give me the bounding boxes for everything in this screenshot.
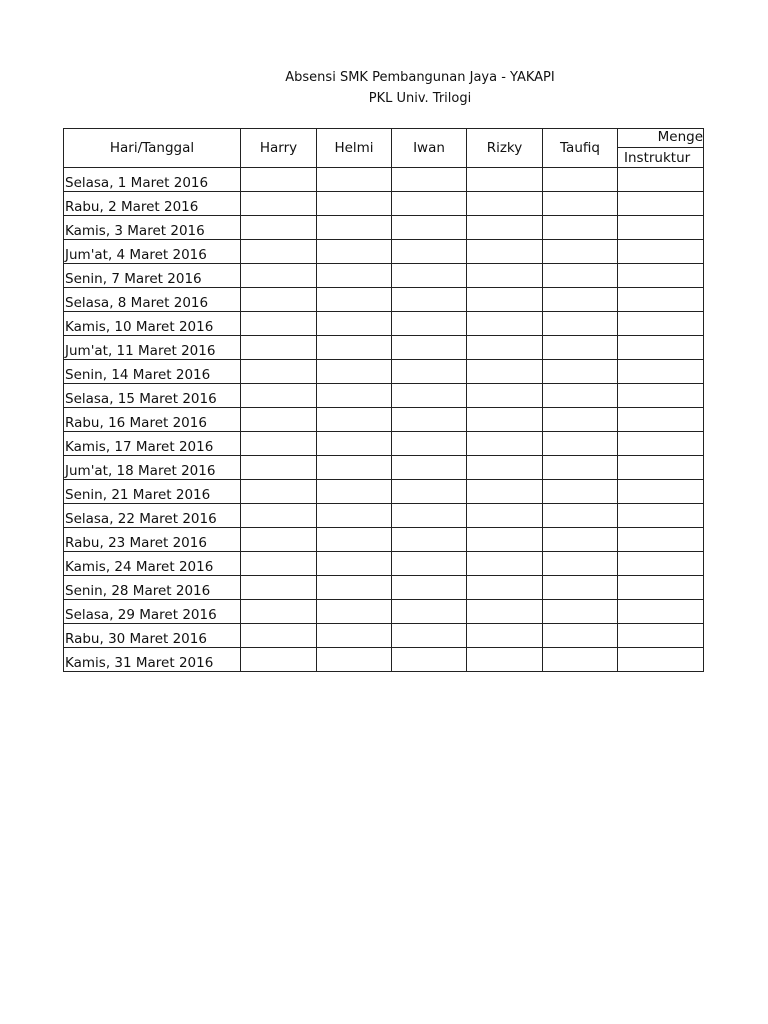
attendance-cell-taufiq[interactable] xyxy=(543,360,618,384)
attendance-cell-harry[interactable] xyxy=(241,624,317,648)
date-cell: Jum'at, 11 Maret 2016 xyxy=(64,336,241,360)
attendance-cell-helmi[interactable] xyxy=(317,456,392,480)
attendance-cell-taufiq[interactable] xyxy=(543,240,618,264)
attendance-cell-taufiq[interactable] xyxy=(543,216,618,240)
attendance-cell-taufiq[interactable] xyxy=(543,504,618,528)
attendance-cell-harry[interactable] xyxy=(241,408,317,432)
attendance-cell-harry[interactable] xyxy=(241,312,317,336)
attendance-cell-iwan[interactable] xyxy=(392,312,467,336)
attendance-cell-instructor[interactable] xyxy=(618,624,704,648)
table-row xyxy=(64,576,704,600)
attendance-cell-iwan[interactable] xyxy=(392,408,467,432)
attendance-cell-rizky[interactable] xyxy=(467,288,543,312)
attendance-cell-taufiq[interactable] xyxy=(543,432,618,456)
attendance-cell-harry[interactable] xyxy=(241,360,317,384)
attendance-cell-harry[interactable] xyxy=(241,216,317,240)
attendance-cell-taufiq[interactable] xyxy=(543,528,618,552)
table-row xyxy=(64,552,704,576)
attendance-cell-helmi[interactable] xyxy=(317,384,392,408)
attendance-cell-iwan[interactable] xyxy=(392,648,467,672)
attendance-cell-instructor[interactable] xyxy=(618,288,704,312)
attendance-cell-helmi[interactable] xyxy=(317,648,392,672)
attendance-cell-iwan[interactable] xyxy=(392,552,467,576)
attendance-cell-instructor[interactable] xyxy=(618,576,704,600)
header-name-helmi: Helmi xyxy=(317,129,392,168)
attendance-cell-iwan[interactable] xyxy=(392,624,467,648)
attendance-cell-taufiq[interactable] xyxy=(543,408,618,432)
attendance-cell-iwan[interactable] xyxy=(392,336,467,360)
attendance-cell-rizky[interactable] xyxy=(467,432,543,456)
document-subtitle: PKL Univ. Trilogi xyxy=(368,91,472,106)
attendance-cell-instructor[interactable] xyxy=(618,168,704,192)
table-row xyxy=(64,384,704,408)
attendance-cell-harry[interactable] xyxy=(241,432,317,456)
document-title: Absensi SMK Pembangunan Jaya - YAKAPI xyxy=(285,70,555,85)
attendance-cell-harry[interactable] xyxy=(241,648,317,672)
table-row xyxy=(64,432,704,456)
date-cell: Jum'at, 18 Maret 2016 xyxy=(64,456,241,480)
date-cell: Rabu, 2 Maret 2016 xyxy=(64,192,241,216)
date-cell: Senin, 21 Maret 2016 xyxy=(64,480,241,504)
attendance-cell-taufiq[interactable] xyxy=(543,552,618,576)
attendance-cell-rizky[interactable] xyxy=(467,528,543,552)
attendance-cell-rizky[interactable] xyxy=(467,336,543,360)
attendance-cell-rizky[interactable] xyxy=(467,552,543,576)
attendance-rows xyxy=(64,168,704,672)
attendance-cell-iwan[interactable] xyxy=(392,576,467,600)
attendance-cell-taufiq[interactable] xyxy=(543,624,618,648)
attendance-cell-instructor[interactable] xyxy=(618,648,704,672)
attendance-cell-helmi[interactable] xyxy=(317,168,392,192)
attendance-cell-rizky[interactable] xyxy=(467,576,543,600)
date-cell: Rabu, 30 Maret 2016 xyxy=(64,624,241,648)
date-cell: Senin, 7 Maret 2016 xyxy=(64,264,241,288)
header-name-harry: Harry xyxy=(241,129,317,168)
attendance-cell-rizky[interactable] xyxy=(467,312,543,336)
attendance-cell-helmi[interactable] xyxy=(317,552,392,576)
date-cell: Kamis, 10 Maret 2016 xyxy=(64,312,241,336)
attendance-cell-taufiq[interactable] xyxy=(543,576,618,600)
attendance-cell-instructor[interactable] xyxy=(618,360,704,384)
attendance-cell-instructor[interactable] xyxy=(618,504,704,528)
table-row xyxy=(64,504,704,528)
table-row xyxy=(64,648,704,672)
attendance-cell-instructor[interactable] xyxy=(618,192,704,216)
attendance-cell-instructor[interactable] xyxy=(618,432,704,456)
attendance-cell-rizky[interactable] xyxy=(467,624,543,648)
attendance-cell-helmi[interactable] xyxy=(317,264,392,288)
attendance-cell-iwan[interactable] xyxy=(392,192,467,216)
table-row xyxy=(64,600,704,624)
date-cell: Selasa, 22 Maret 2016 xyxy=(64,504,241,528)
date-cell: Senin, 28 Maret 2016 xyxy=(64,576,241,600)
attendance-cell-rizky[interactable] xyxy=(467,240,543,264)
attendance-cell-instructor[interactable] xyxy=(618,336,704,360)
date-cell: Kamis, 24 Maret 2016 xyxy=(64,552,241,576)
table-row xyxy=(64,264,704,288)
table-row xyxy=(64,480,704,504)
attendance-cell-rizky[interactable] xyxy=(467,360,543,384)
attendance-cell-helmi[interactable] xyxy=(317,600,392,624)
attendance-cell-rizky[interactable] xyxy=(467,168,543,192)
attendance-cell-taufiq[interactable] xyxy=(543,192,618,216)
attendance-cell-harry[interactable] xyxy=(241,552,317,576)
attendance-cell-instructor[interactable] xyxy=(618,456,704,480)
attendance-cell-rizky[interactable] xyxy=(467,648,543,672)
header-name-rizky: Rizky xyxy=(467,129,543,168)
date-cell: Selasa, 8 Maret 2016 xyxy=(64,288,241,312)
attendance-cell-rizky[interactable] xyxy=(467,480,543,504)
header-date: Hari/Tanggal xyxy=(64,129,241,168)
table-row xyxy=(64,408,704,432)
attendance-cell-iwan[interactable] xyxy=(392,480,467,504)
attendance-cell-rizky[interactable] xyxy=(467,384,543,408)
table-row xyxy=(64,168,704,192)
attendance-cell-helmi[interactable] xyxy=(317,192,392,216)
attendance-cell-helmi[interactable] xyxy=(317,360,392,384)
attendance-cell-taufiq[interactable] xyxy=(543,384,618,408)
attendance-cell-iwan[interactable] xyxy=(392,264,467,288)
attendance-cell-instructor[interactable] xyxy=(618,528,704,552)
attendance-cell-iwan[interactable] xyxy=(392,432,467,456)
attendance-cell-iwan[interactable] xyxy=(392,360,467,384)
header-name-iwan: Iwan xyxy=(392,129,467,168)
date-cell: Kamis, 3 Maret 2016 xyxy=(64,216,241,240)
attendance-cell-harry[interactable] xyxy=(241,168,317,192)
attendance-cell-taufiq[interactable] xyxy=(543,288,618,312)
attendance-cell-instructor[interactable] xyxy=(618,312,704,336)
attendance-cell-harry[interactable] xyxy=(241,576,317,600)
attendance-cell-rizky[interactable] xyxy=(467,600,543,624)
date-cell: Senin, 14 Maret 2016 xyxy=(64,360,241,384)
attendance-cell-iwan[interactable] xyxy=(392,168,467,192)
attendance-cell-rizky[interactable] xyxy=(467,408,543,432)
attendance-cell-rizky[interactable] xyxy=(467,264,543,288)
table-row xyxy=(64,360,704,384)
attendance-cell-iwan[interactable] xyxy=(392,216,467,240)
attendance-cell-instructor[interactable] xyxy=(618,384,704,408)
attendance-cell-harry[interactable] xyxy=(241,192,317,216)
attendance-cell-harry[interactable] xyxy=(241,456,317,480)
attendance-cell-iwan[interactable] xyxy=(392,456,467,480)
attendance-cell-taufiq[interactable] xyxy=(543,600,618,624)
attendance-cell-helmi[interactable] xyxy=(317,312,392,336)
attendance-cell-rizky[interactable] xyxy=(467,216,543,240)
date-cell: Selasa, 15 Maret 2016 xyxy=(64,384,241,408)
date-cell: Rabu, 23 Maret 2016 xyxy=(64,528,241,552)
date-cell: Jum'at, 4 Maret 2016 xyxy=(64,240,241,264)
date-cell: Kamis, 17 Maret 2016 xyxy=(64,432,241,456)
attendance-cell-instructor[interactable] xyxy=(618,240,704,264)
attendance-cell-instructor[interactable] xyxy=(618,552,704,576)
attendance-cell-helmi[interactable] xyxy=(317,624,392,648)
table-row xyxy=(64,240,704,264)
attendance-cell-harry[interactable] xyxy=(241,480,317,504)
table-row xyxy=(64,624,704,648)
attendance-cell-instructor[interactable] xyxy=(618,600,704,624)
table-row xyxy=(64,312,704,336)
attendance-table xyxy=(63,128,704,672)
attendance-cell-iwan[interactable] xyxy=(392,528,467,552)
attendance-cell-harry[interactable] xyxy=(241,504,317,528)
attendance-cell-harry[interactable] xyxy=(241,528,317,552)
attendance-cell-harry[interactable] xyxy=(241,384,317,408)
table-row xyxy=(64,456,704,480)
attendance-cell-helmi[interactable] xyxy=(317,576,392,600)
attendance-cell-iwan[interactable] xyxy=(392,600,467,624)
header-approval-label: Menge xyxy=(657,129,703,145)
attendance-cell-helmi[interactable] xyxy=(317,528,392,552)
table-row xyxy=(64,288,704,312)
attendance-cell-iwan[interactable] xyxy=(392,288,467,312)
attendance-cell-taufiq[interactable] xyxy=(543,168,618,192)
attendance-cell-instructor[interactable] xyxy=(618,216,704,240)
attendance-cell-harry[interactable] xyxy=(241,264,317,288)
attendance-cell-taufiq[interactable] xyxy=(543,312,618,336)
attendance-cell-taufiq[interactable] xyxy=(543,264,618,288)
attendance-cell-iwan[interactable] xyxy=(392,384,467,408)
header-instructor: Instruktur xyxy=(618,148,704,168)
attendance-cell-iwan[interactable] xyxy=(392,240,467,264)
attendance-cell-taufiq[interactable] xyxy=(543,336,618,360)
date-cell: Rabu, 16 Maret 2016 xyxy=(64,408,241,432)
attendance-cell-helmi[interactable] xyxy=(317,336,392,360)
table-row xyxy=(64,216,704,240)
attendance-cell-helmi[interactable] xyxy=(317,480,392,504)
table-row xyxy=(64,336,704,360)
attendance-cell-instructor[interactable] xyxy=(618,480,704,504)
date-cell: Selasa, 1 Maret 2016 xyxy=(64,168,241,192)
attendance-cell-helmi[interactable] xyxy=(317,408,392,432)
attendance-cell-helmi[interactable] xyxy=(317,240,392,264)
attendance-cell-helmi[interactable] xyxy=(317,288,392,312)
attendance-cell-helmi[interactable] xyxy=(317,504,392,528)
attendance-cell-taufiq[interactable] xyxy=(543,456,618,480)
header-approval xyxy=(618,129,704,148)
attendance-cell-rizky[interactable] xyxy=(467,456,543,480)
attendance-cell-iwan[interactable] xyxy=(392,504,467,528)
attendance-cell-taufiq[interactable] xyxy=(543,480,618,504)
attendance-cell-harry[interactable] xyxy=(241,336,317,360)
date-cell: Kamis, 31 Maret 2016 xyxy=(64,648,241,672)
date-cell: Selasa, 29 Maret 2016 xyxy=(64,600,241,624)
attendance-cell-harry[interactable] xyxy=(241,600,317,624)
header-name-taufiq: Taufiq xyxy=(543,129,618,168)
attendance-cell-rizky[interactable] xyxy=(467,192,543,216)
attendance-cell-harry[interactable] xyxy=(241,240,317,264)
table-row xyxy=(64,528,704,552)
attendance-cell-rizky[interactable] xyxy=(467,504,543,528)
attendance-cell-instructor[interactable] xyxy=(618,408,704,432)
attendance-cell-helmi[interactable] xyxy=(317,432,392,456)
attendance-cell-helmi[interactable] xyxy=(317,216,392,240)
attendance-cell-instructor[interactable] xyxy=(618,264,704,288)
table-row xyxy=(64,192,704,216)
attendance-cell-taufiq[interactable] xyxy=(543,648,618,672)
attendance-cell-harry[interactable] xyxy=(241,288,317,312)
